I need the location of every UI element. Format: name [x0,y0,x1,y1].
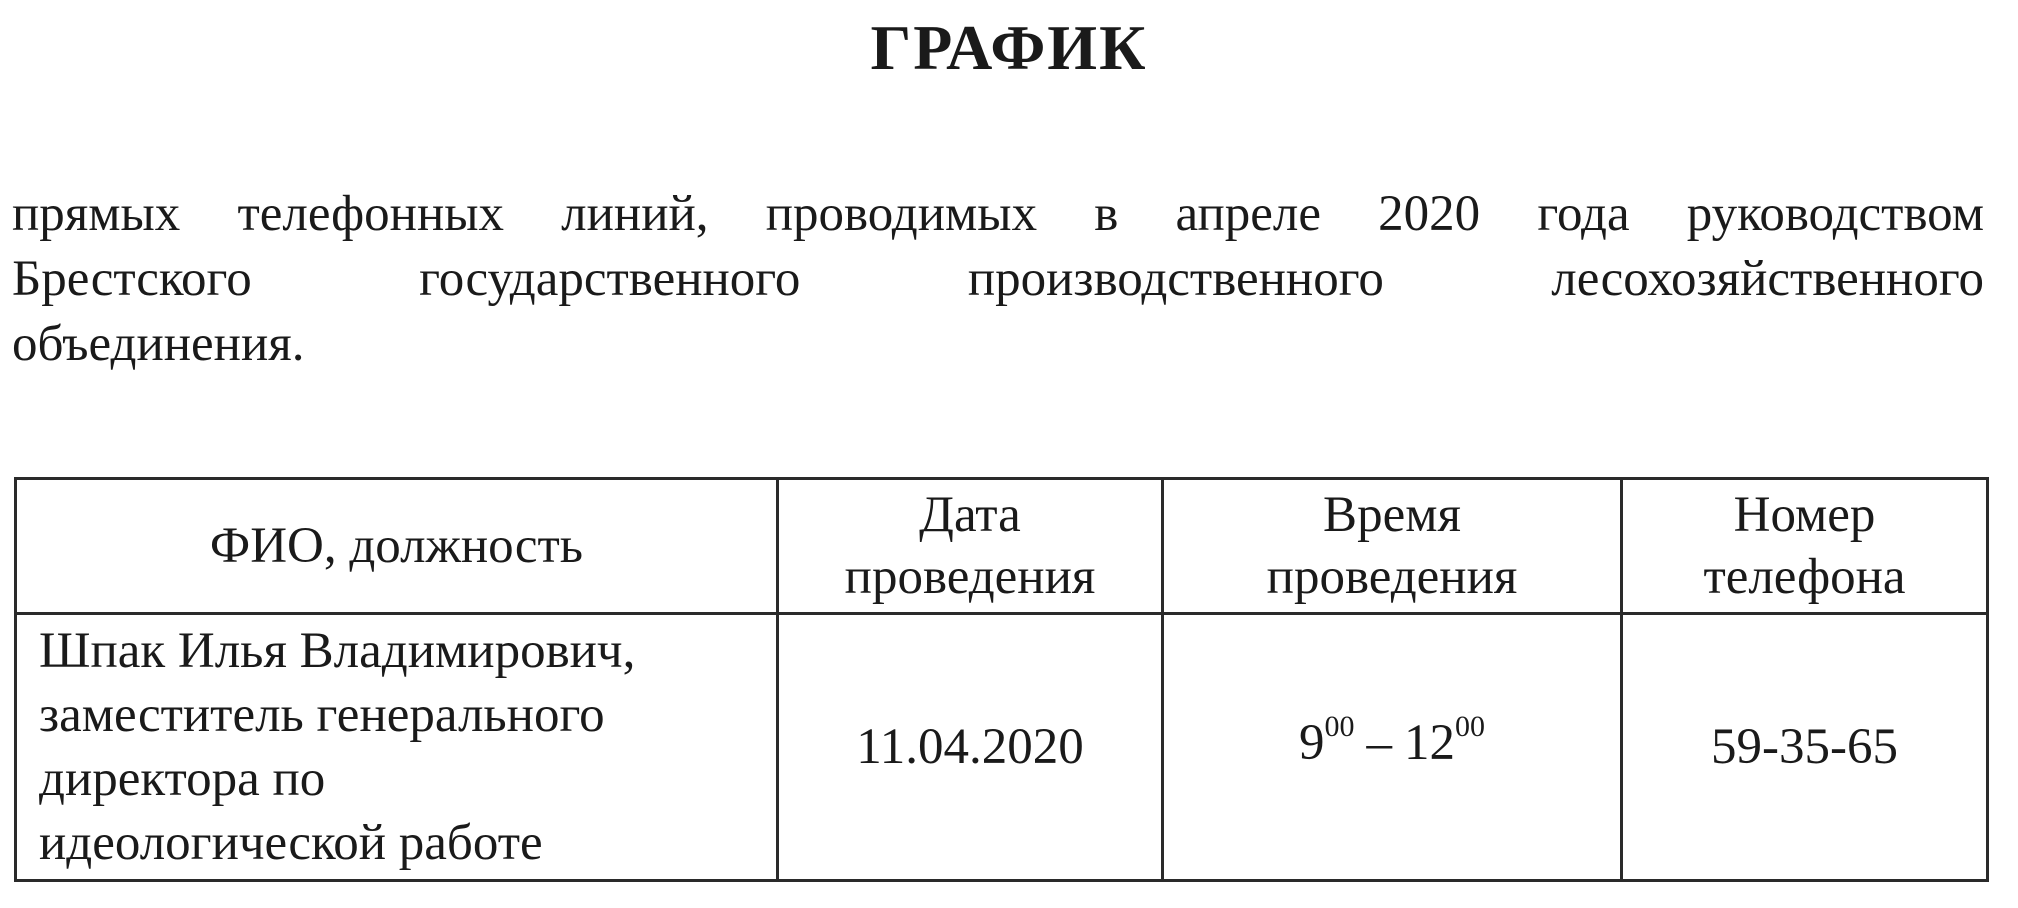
table-header-row [16,479,1988,614]
header-fio-label: ФИО, должность [209,518,584,574]
header-phone [1622,479,1988,614]
header-date [778,479,1163,614]
document-title: ГРАФИК [870,12,1148,83]
intro-line-1: прямых телефонных линий, проводимых в апреле 2020 года руководством [12,186,1984,242]
time-start-minutes: 00 [1324,710,1355,743]
fio-line-2: заместитель генерального [39,687,605,743]
fio-line-1: Шпак Илья Владимирович, [39,623,636,679]
header-date-line-2: проведения [844,549,1096,605]
header-phone-line-2: телефона [1703,549,1906,605]
cell-phone: 59-35-65 [1622,614,1988,881]
time-end-minutes: 00 [1455,710,1485,743]
header-fio [16,479,778,614]
header-time-line-2: проведения [1266,549,1518,605]
cell-fio [16,614,778,881]
intro-line-2: Брестского государственного производственного лесохозяйственного [12,251,1984,307]
schedule-table [14,477,1989,882]
header-phone-line-1: Номер [1733,487,1876,543]
time-start-hour: 9 [1299,715,1325,771]
header-time [1163,479,1622,614]
cell-date: 11.04.2020 [778,614,1163,881]
header-date-line-1: Дата [919,487,1021,543]
cell-time [1163,614,1622,881]
fio-line-3: директора по [39,751,326,807]
fio-line-4: идеологической работе [39,815,543,871]
time-dash: – [1366,715,1392,771]
header-time-line-1: Время [1323,487,1461,543]
intro-paragraph [12,182,1984,377]
time-end-hour: 12 [1404,715,1455,771]
table-row [16,614,1988,881]
intro-line-3: объединения. [12,316,305,372]
time-range [1299,710,1485,771]
